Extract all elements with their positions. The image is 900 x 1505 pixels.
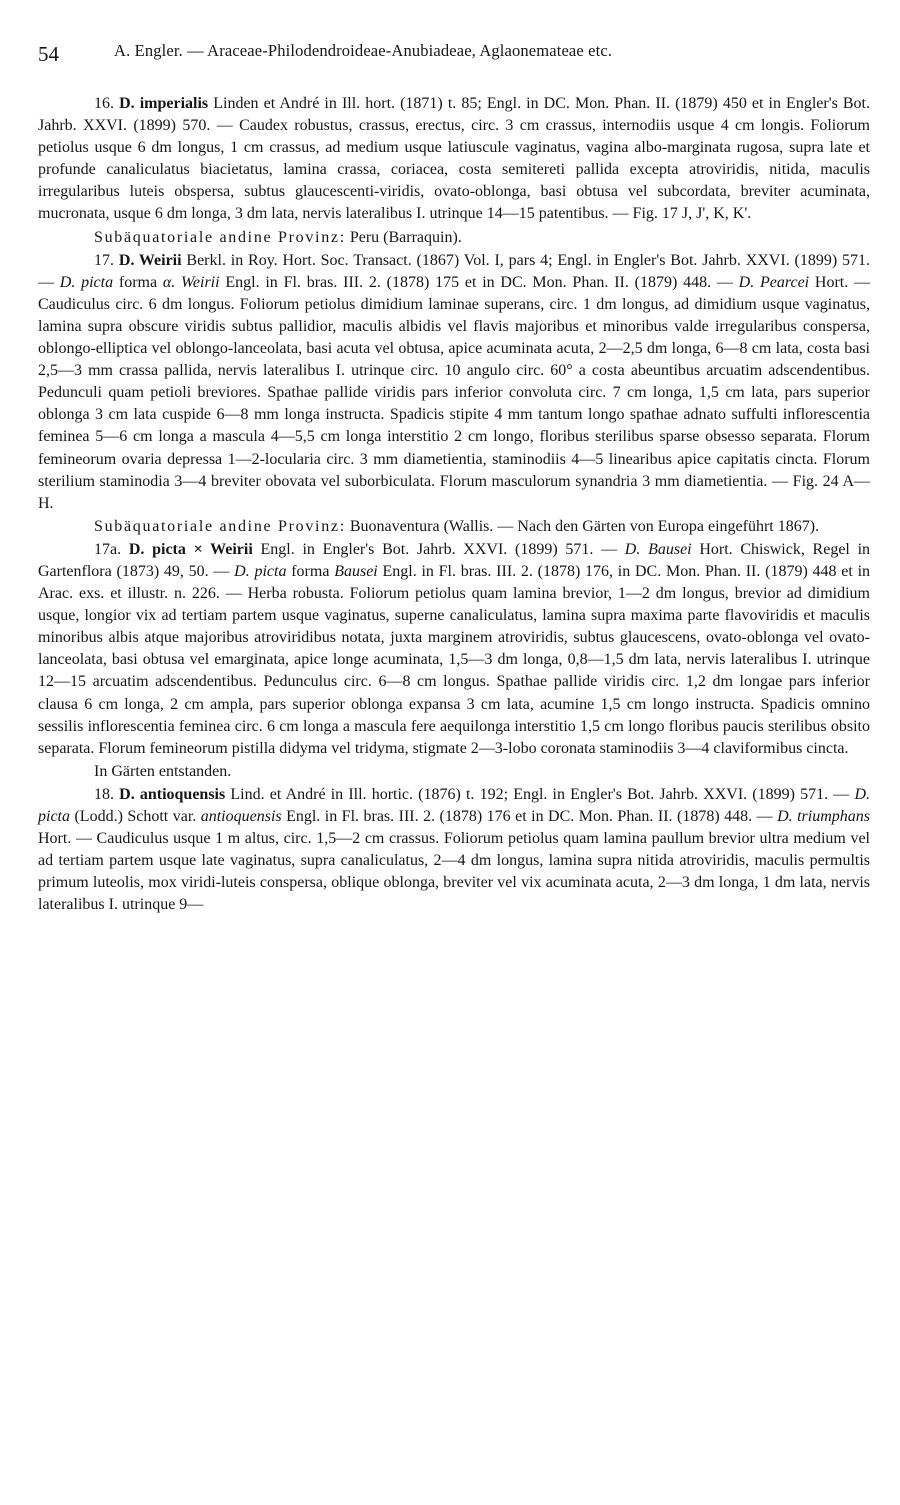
species-entry-17	[38, 250, 870, 515]
species-description: Hort. — Caudiculus usque 1 m altus, circ. 1,5—2 cm crassus. Foliorum petiolus quam lamina paullum brevior ultra medium vel ad tertiam partem usque late vaginatus, supra canaliculatus, 2—4 dm longus, lamina supra nitida atroviridis, maculis permultis primum luteolis, mox viridi-luteis conspersa, oblique oblonga, breviter vel vix acuminata acuta, 2—3 dm longa, 1 dm lata, nervis lateralibus I. utrinque 9—	[38, 830, 870, 914]
species-entry-18	[38, 784, 870, 917]
synonym-form: α. Weirii	[162, 273, 220, 291]
species-name: D. imperialis	[119, 95, 209, 112]
distribution-text: Buonaventura (Wallis. — Nach den Gärten von Europa eingeführt 1867).	[345, 517, 820, 535]
species-number: 17a.	[94, 540, 122, 558]
page-number: 54	[38, 42, 59, 66]
citation-text: forma	[286, 562, 335, 580]
synonym-variety: antioquensis	[200, 808, 282, 825]
citation-text: Engl. in Engler's Bot. Jahrb. XXVI. (1899) 571. —	[252, 540, 625, 558]
species-description: Engl. in Fl. bras. III. 2. (1878) 176, in DC. Mon. Phan. II. (1879) 448 et in Arac. exs. et illustr. n. 226. — Herba robusta. Foliorum petiolus quam lamina brevior, 1—2 dm longus, brevior ad dimidium usque, longior vix ad tertiam partem usque vaginatus, superne canaliculatus, lamina supra maxima parte flavoviridis et maculis minoribus albis atque majoribus atroviridibus notata, juxta marginem atroviridis, subtus glaucescens, ovato-oblonga vel ovato-lanceolata, basi obtusa vel emarginata, apice longe acuminata, 1,5—3 dm longa, 0,8—1,5 dm lata, nervis lateralibus I. utrinque 12—15 arcuatim adscendentibus. Pedunculus circ. 6—8 cm longus. Spathae pallide viridis circ. 1,2 dm longae pars inferior clausa 6 cm longa, 2 cm ampla, pars superior oblonga expansa 3 cm lata, acumine 1,5 cm longo instructa. Spadicis omnino sessilis inflorescentia feminea circ. 6 cm longa a mascula fere aequilonga interstitio 1,5 cm longo floribus paucis sterilibus obsito separata. Florum femineorum pistilla didyma vel tridyma, stigmate 2—3-lobo coronata staminodiis 3—4 claviformibus cincta.	[38, 562, 871, 757]
synonym-name: D. picta	[59, 273, 114, 291]
species-name: D. antioquensis	[119, 785, 226, 803]
distribution-label: Subäquatoriale andine Provinz:	[94, 517, 346, 535]
species-number: 16.	[94, 95, 114, 112]
citation-text: Engl. in Fl. bras. III. 2. (1878) 176 et in DC. Mon. Phan. II. (1878) 448. —	[281, 808, 778, 825]
citation-text: Berkl. in Roy. Hort. Soc. Transact. (1867) Vol. I, pars 4; Engl. in Engler's Bot. Jahrb. XXVI. (1899) 571. —	[38, 251, 870, 291]
species-number: 18.	[94, 785, 114, 803]
species-entry-17a	[38, 539, 870, 760]
species-name: D. picta × Weirii	[128, 540, 253, 558]
species-name: D. Weirii	[118, 251, 182, 269]
page-header	[38, 38, 864, 70]
distribution-16	[38, 227, 870, 249]
species-description: Hort. — Caudiculus circ. 6 dm longus. Foliorum petiolus dimidium laminae superans, circ. 1 dm longus, ad dimidium usque vaginatus, lamina supra obscure viridis subtus pallidior, maculis albidis vel flavis majoribus et minoribus valde irregularibus conspersa, oblongo-elliptica vel oblongo-lanceolata, basi acuta vel obtusa, apice acuminata acuta, 2—2,5 dm longa, 6—8 cm lata, costa basi 2,5—3 mm crassa pallida, nervis lateralibus I. utrinque circ. 10 angulo circ. 60° a costa abeuntibus arcuatim adscendentibus. Pedunculi quam petioli breviores. Spathae pallide viridis pars inferior convoluta circ. 7 cm longa, 1,5 cm lata, pars superior oblonga 3 cm lata cuspide 6—8 mm longa instructa. Spadicis stipite 4 mm tantum longo spathae adnato suffulti inflorescentia feminea 5—6 cm longa a mascula 4—5,5 cm longa interstitio 2 cm longo, floribus sterilibus sparse obsesso separata. Florum femineorum ovaria depressa 1—2-locularia circ. 3 mm diametientia, staminodiis 4—5 linearibus apice capitatis cincta. Florum sterilium staminodia 3—4 breviter obovata vel suborbiculata. Florum masculorum synandria 3 mm diametientia. — Fig. 24 A—H.	[38, 273, 871, 512]
running-head: A. Engler. — Araceae-Philodendroideae-Anubiadeae, Aglaonemateae etc.	[114, 41, 613, 60]
distribution-17	[38, 516, 870, 538]
species-number: 17.	[94, 251, 114, 269]
synonym-name: D. triumphans	[777, 808, 870, 825]
body-text	[38, 93, 870, 916]
species-description: Linden et André in Ill. hort. (1871) t. 85; Engl. in DC. Mon. Phan. II. (1879) 450 et in Engler's Bot. Jahrb. XXVI. (1899) 570. — Caudex robustus, crassus, erectus, circ. 3 cm crassus, internodiis usque 4 cm longis. Foliorum petiolus usque 6 dm longus, 1 cm crassus, ad medium usque latiuscule vaginatus, vagina albo-marginata rugosa, supra late et profunde canaliculatus biacietatus, lamina crassa, coriacea, costa semitereti pallida excepta atroviridis, nitida, maculis irregularibus luteis obspersa, subtus glaucescenti-viridis, ovato-oblonga, basi obtusa vel subcordata, breviter acuminata, mucronata, usque 6 dm longa, 3 dm lata, nervis lateralibus I. utrinque 14—15 patentibus. — Fig. 17 J, J', K, K'.	[38, 95, 871, 223]
citation-text: Engl. in Fl. bras. III. 2. (1878) 175 et in DC. Mon. Phan. II. (1879) 448. —	[219, 273, 739, 291]
synonym-name: D. picta	[38, 785, 870, 825]
distribution-text: Peru (Barraquin).	[345, 228, 462, 246]
citation-text: (Lodd.) Schott var.	[70, 808, 201, 825]
synonym-name: D. picta	[234, 562, 287, 580]
citation-text: Lind. et André in Ill. hortic. (1876) t. 192; Engl. in Engler's Bot. Jahrb. XXVI. (1899) 571. —	[225, 785, 855, 803]
citation-text: Hort. Chiswick, Regel in Gartenflora (1873) 49, 50. —	[38, 540, 871, 580]
synonym-form: Bausei	[334, 562, 378, 580]
citation-text: forma	[113, 273, 163, 291]
synonym-name: D. Bausei	[624, 540, 692, 558]
origin-note-17a: In Gärten entstanden.	[94, 762, 232, 780]
distribution-label: Subäquatoriale andine Provinz:	[94, 228, 346, 246]
species-entry-16	[38, 93, 870, 226]
synonym-name: D. Pearcei	[738, 273, 810, 291]
